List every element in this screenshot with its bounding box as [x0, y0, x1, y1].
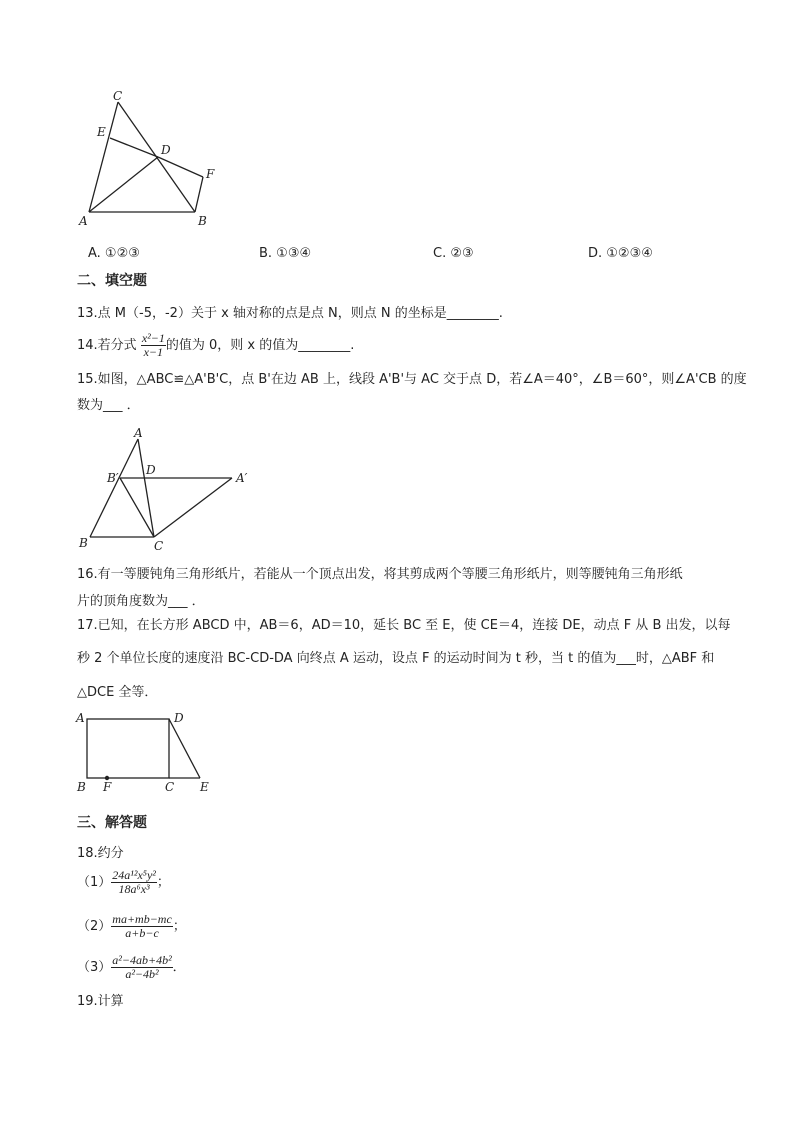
q18-item-1	[77, 869, 170, 896]
q18-3-numerator: a²−4ab+4b²	[112, 953, 172, 967]
label-a-prime: A′	[236, 471, 248, 485]
q18-1-end: ；	[156, 875, 170, 890]
question-16-line2: 片的顶角度数为___ ．	[77, 594, 205, 609]
label-a: A	[134, 426, 143, 440]
label-d: D	[174, 711, 184, 725]
q18-3-denominator: a²−4b²	[125, 967, 159, 981]
q18-3-end: ．	[172, 960, 186, 975]
question-19-title: 19.计算	[77, 994, 124, 1009]
label-e: E	[200, 780, 209, 794]
label-e: E	[97, 125, 106, 139]
q18-2-fraction	[111, 913, 173, 940]
question-16-line1: 16.有一等腰钝角三角形纸片，若能从一个顶点出发，将其剪成两个等腰三角形纸片，则等腰钝角三角形纸	[77, 567, 683, 582]
option-d[interactable]: D. ①②③④	[588, 246, 653, 261]
label-c: C	[113, 89, 123, 103]
q14-prefix: 14.若分式	[77, 338, 141, 353]
q14-suffix: 的值为 0，则 x 的值为________.	[165, 338, 355, 353]
label-a: A	[79, 214, 88, 228]
label-c: C	[165, 780, 175, 794]
label-c: C	[154, 539, 164, 553]
option-b[interactable]: B. ①③④	[259, 246, 312, 261]
question-17-line2: 秒 2 个单位长度的速度沿 BC-CD-DA 向终点 A 运动，设点 F 的运动时间为 t 秒，当 t 的值为___时，△ABF 和	[77, 651, 715, 666]
q18-2-index: （2）	[77, 919, 112, 934]
q18-1-numerator: 24a¹²x⁵y²	[112, 868, 156, 882]
label-b: B	[198, 214, 207, 228]
label-d: D	[146, 463, 156, 477]
q18-3-fraction	[111, 954, 172, 981]
label-f: F	[206, 167, 215, 181]
section-fill-in-title: 二、填空题	[77, 273, 147, 289]
figure-congruent-triangles	[70, 425, 260, 555]
q18-1-fraction	[111, 869, 157, 896]
label-b: B	[79, 536, 88, 550]
q14-denominator: x−1	[143, 345, 164, 359]
question-15-line2: 数为___ ．	[77, 398, 140, 413]
question-15-line1: 15.如图，△ABC≌△A'B'C，点 B'在边 AB 上，线段 A'B'与 AC 交于点 D，若∠A＝40°，∠B＝60°，则∠A'CB 的度	[77, 372, 747, 387]
question-17-line3: △DCE 全等．	[77, 685, 158, 700]
question-17-line1: 17.已知，在长方形 ABCD 中，AB＝6，AD＝10，延长 BC 至 E，使 CE＝4，连接 DE，动点 F 从 B 出发，以每	[77, 618, 731, 633]
section-solve-title: 三、解答题	[77, 815, 147, 831]
q14-fraction	[141, 332, 166, 359]
label-b: B	[77, 780, 86, 794]
q18-2-end: ；	[172, 919, 186, 934]
label-a: A	[76, 711, 85, 725]
q18-1-index: （1）	[77, 875, 112, 890]
q18-3-index: （3）	[77, 960, 112, 975]
figure-triangle-acb	[70, 85, 230, 230]
q18-item-3	[77, 954, 186, 981]
q18-1-denominator: 18a⁶x³	[118, 882, 150, 896]
q18-2-denominator: a+b−c	[125, 926, 159, 940]
question-18-title: 18.约分	[77, 846, 124, 861]
option-a[interactable]: A. ①②③	[88, 246, 140, 261]
q18-item-2	[77, 913, 186, 940]
label-d: D	[161, 143, 171, 157]
label-f: F	[103, 780, 112, 794]
q14-numerator: x²−1	[141, 331, 165, 345]
figure-rectangle-abcd	[70, 705, 230, 800]
label-b-prime: B′	[107, 471, 119, 485]
question-13: 13.点 M（-5，-2）关于 x 轴对称的点是点 N，则点 N 的坐标是________.	[77, 306, 503, 321]
q18-2-numerator: ma+mb−mc	[112, 912, 172, 926]
question-14	[77, 332, 354, 359]
option-c[interactable]: C. ②③	[433, 246, 474, 261]
